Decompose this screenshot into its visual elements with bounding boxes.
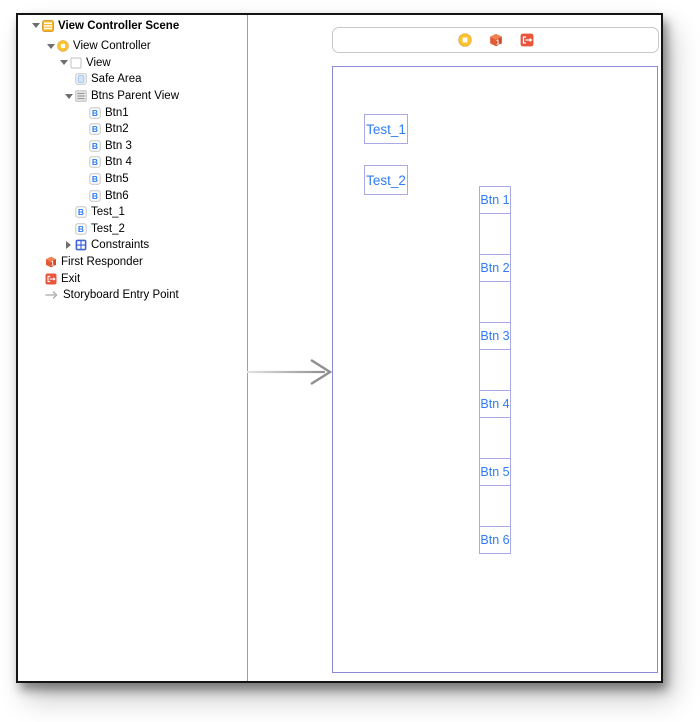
- outline-row-label: Btn6: [105, 189, 129, 202]
- outline-row-test-1[interactable]: [18, 204, 247, 221]
- scene-toolbar: [332, 27, 659, 53]
- test-2-button[interactable]: Test_2: [364, 165, 408, 195]
- svg-text:B: B: [91, 157, 99, 168]
- outline-row-constraints[interactable]: [18, 237, 247, 254]
- outline-row-label: Btns Parent View: [91, 90, 180, 103]
- toolbar-view-controller-icon[interactable]: [458, 33, 472, 47]
- svg-text:1: 1: [50, 261, 55, 268]
- document-outline-sidebar: [18, 15, 248, 681]
- svg-text:B: B: [77, 207, 85, 218]
- outline-row-label: Btn1: [105, 106, 129, 119]
- button-icon: [89, 156, 101, 168]
- outline-row-btn5[interactable]: [18, 171, 247, 188]
- outline-row-view-controller[interactable]: [18, 38, 247, 55]
- outline-row-btn2[interactable]: [18, 121, 247, 138]
- disclosure-triangle-down[interactable]: [62, 94, 75, 99]
- outline-row-first-responder[interactable]: [18, 254, 247, 271]
- btn-6-button[interactable]: Btn 6: [479, 526, 511, 554]
- scene-icon: [42, 20, 54, 32]
- button-icon: [75, 206, 87, 218]
- outline-row-label: Btn5: [105, 173, 129, 186]
- button-icon: [89, 140, 101, 152]
- outline-row-label: Test_1: [91, 206, 125, 219]
- btn-4-button[interactable]: Btn 4: [479, 390, 511, 418]
- outline-row-label: View Controller: [73, 40, 151, 53]
- outline-row-exit[interactable]: [18, 270, 247, 287]
- storyboard-entry-arrow[interactable]: [247, 357, 335, 387]
- outline-row-storyboard-entry-point[interactable]: [18, 287, 247, 304]
- button-icon: [89, 123, 101, 135]
- disclosure-triangle-down[interactable]: [57, 60, 70, 65]
- svg-text:B: B: [91, 107, 99, 118]
- btn-5-button[interactable]: Btn 5: [479, 458, 511, 486]
- disclosure-triangle-down[interactable]: [29, 23, 42, 28]
- disclosure-triangle-down[interactable]: [44, 44, 57, 49]
- outline-row-label: Exit: [61, 272, 81, 285]
- button-icon: [89, 173, 101, 185]
- outline-row-label: Test_2: [91, 222, 125, 235]
- view-controller-canvas[interactable]: [332, 66, 658, 673]
- exit-icon: [45, 273, 57, 285]
- test-1-button[interactable]: Test_1: [364, 114, 408, 144]
- disclosure-triangle-right[interactable]: [62, 241, 75, 249]
- view-icon: [70, 57, 82, 69]
- outline-row-label: Constraints: [91, 239, 150, 252]
- toolbar-exit-icon[interactable]: [520, 33, 534, 47]
- outline-row-btn1[interactable]: [18, 104, 247, 121]
- outline-row-btn-4[interactable]: [18, 154, 247, 171]
- constraints-icon: [75, 239, 87, 251]
- outline-row-btns-parent-view[interactable]: [18, 88, 247, 105]
- outline-row-test-2[interactable]: [18, 221, 247, 238]
- xcode-storyboard-window: [16, 13, 663, 683]
- button-icon: [75, 223, 87, 235]
- btn-1-button[interactable]: Btn 1: [479, 186, 511, 214]
- outline-row-label: Storyboard Entry Point: [63, 289, 179, 302]
- outline-row-btn-3[interactable]: [18, 138, 247, 155]
- entry-arrow-icon: [45, 289, 59, 301]
- outline-row-view[interactable]: [18, 55, 247, 72]
- view-controller-icon: [57, 40, 69, 52]
- outline-row-label: Btn2: [105, 123, 129, 136]
- outline-row-label: Btn 3: [105, 139, 132, 152]
- outline-row-label: Safe Area: [91, 73, 142, 86]
- btn-2-button[interactable]: Btn 2: [479, 254, 511, 282]
- outline-row-label: View Controller Scene: [58, 19, 180, 32]
- outline-tree: [18, 15, 247, 304]
- outline-row-label: View: [86, 56, 111, 69]
- button-icon: [89, 190, 101, 202]
- btn-3-button[interactable]: Btn 3: [479, 322, 511, 350]
- svg-text:B: B: [91, 124, 99, 135]
- stack-view-icon: [75, 90, 87, 102]
- svg-text:B: B: [91, 140, 99, 151]
- buttons-stack-column[interactable]: [479, 186, 511, 554]
- svg-text:B: B: [77, 223, 85, 234]
- button-icon: [89, 107, 101, 119]
- outline-row-view-controller-scene[interactable]: [18, 17, 247, 34]
- outline-row-safe-area[interactable]: [18, 71, 247, 88]
- safe-area-icon: [75, 73, 87, 85]
- outline-row-btn6[interactable]: [18, 187, 247, 204]
- first-responder-icon: [45, 256, 57, 268]
- outline-row-label: First Responder: [61, 256, 143, 269]
- svg-text:B: B: [91, 174, 99, 185]
- outline-row-label: Btn 4: [105, 156, 132, 169]
- toolbar-first-responder-icon[interactable]: [489, 33, 503, 47]
- svg-text:B: B: [91, 190, 99, 201]
- svg-text:1: 1: [495, 39, 500, 47]
